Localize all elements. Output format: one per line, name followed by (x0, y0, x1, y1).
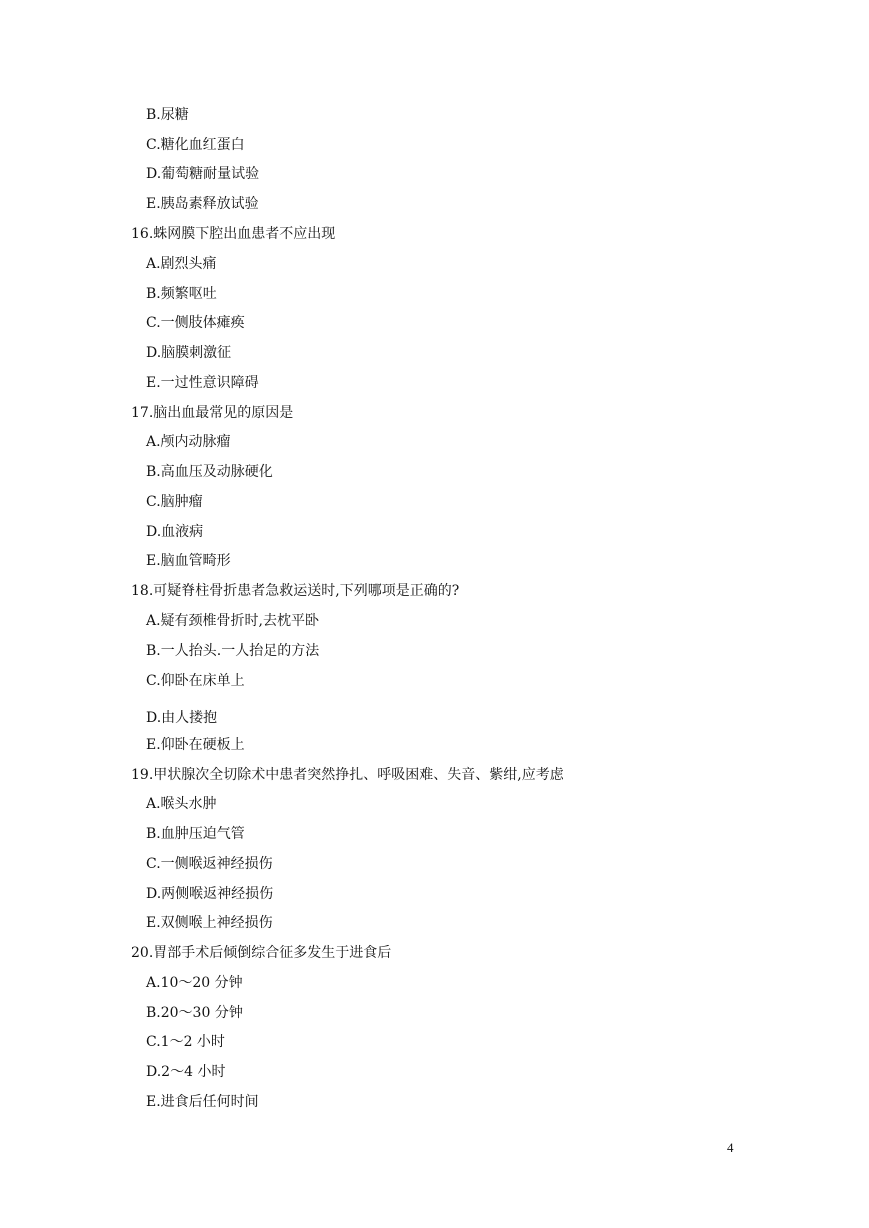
question-stem: 20.胃部手术后倾倒综合征多发生于进食后 (131, 945, 392, 961)
option-item: C.一侧喉返神经损伤 (146, 856, 273, 872)
option-item: A.喉头水肿 (146, 796, 217, 812)
option-item: A.疑有颈椎骨折时,去枕平卧 (146, 613, 320, 629)
option-item: C.一侧肢体瘫痪 (146, 315, 245, 331)
option-item: D.脑膜刺激征 (146, 345, 232, 361)
option-item: E.胰岛素释放试验 (146, 196, 259, 212)
option-item: D.血液病 (146, 524, 204, 540)
option-item: C.仰卧在床单上 (146, 673, 245, 689)
option-item: B.高血压及动脉硬化 (146, 464, 273, 480)
option-item: C.1～2 小时 (146, 1034, 225, 1050)
question-stem: 18.可疑脊柱骨折患者急救运送时,下列哪项是正确的? (131, 583, 460, 599)
option-item: B.尿糖 (146, 107, 189, 123)
option-item: E.脑血管畸形 (146, 553, 231, 569)
question-stem: 16.蛛网膜下腔出血患者不应出现 (131, 226, 336, 242)
option-item: B.一人抬头.一人抬足的方法 (146, 643, 320, 659)
option-item: E.进食后任何时间 (146, 1094, 259, 1110)
option-item: B.血肿压迫气管 (146, 826, 245, 842)
option-item: D.2～4 小时 (146, 1064, 226, 1080)
option-item: A.剧烈头痛 (146, 256, 217, 272)
option-item: C.脑肿瘤 (146, 494, 203, 510)
option-item: D.由人搂抱 (146, 710, 218, 726)
option-item: B.频繁呕吐 (146, 286, 217, 302)
option-item: E.仰卧在硬板上 (146, 737, 245, 753)
question-stem: 17.脑出血最常见的原因是 (131, 405, 294, 421)
option-item: A.颅内动脉瘤 (146, 434, 231, 450)
page-number: 4 (727, 1140, 734, 1155)
option-item: C.糖化血红蛋白 (146, 137, 245, 153)
option-item: B.20～30 分钟 (146, 1005, 243, 1021)
option-item: D.葡萄糖耐量试验 (146, 166, 260, 182)
option-item: A.10～20 分钟 (146, 975, 243, 991)
option-item: E.一过性意识障碍 (146, 375, 259, 391)
option-item: E.双侧喉上神经损伤 (146, 915, 273, 931)
option-item: D.两侧喉返神经损伤 (146, 886, 274, 902)
question-stem: 19.甲状腺次全切除术中患者突然挣扎、呼吸困难、失音、紫绀,应考虑 (131, 767, 564, 783)
